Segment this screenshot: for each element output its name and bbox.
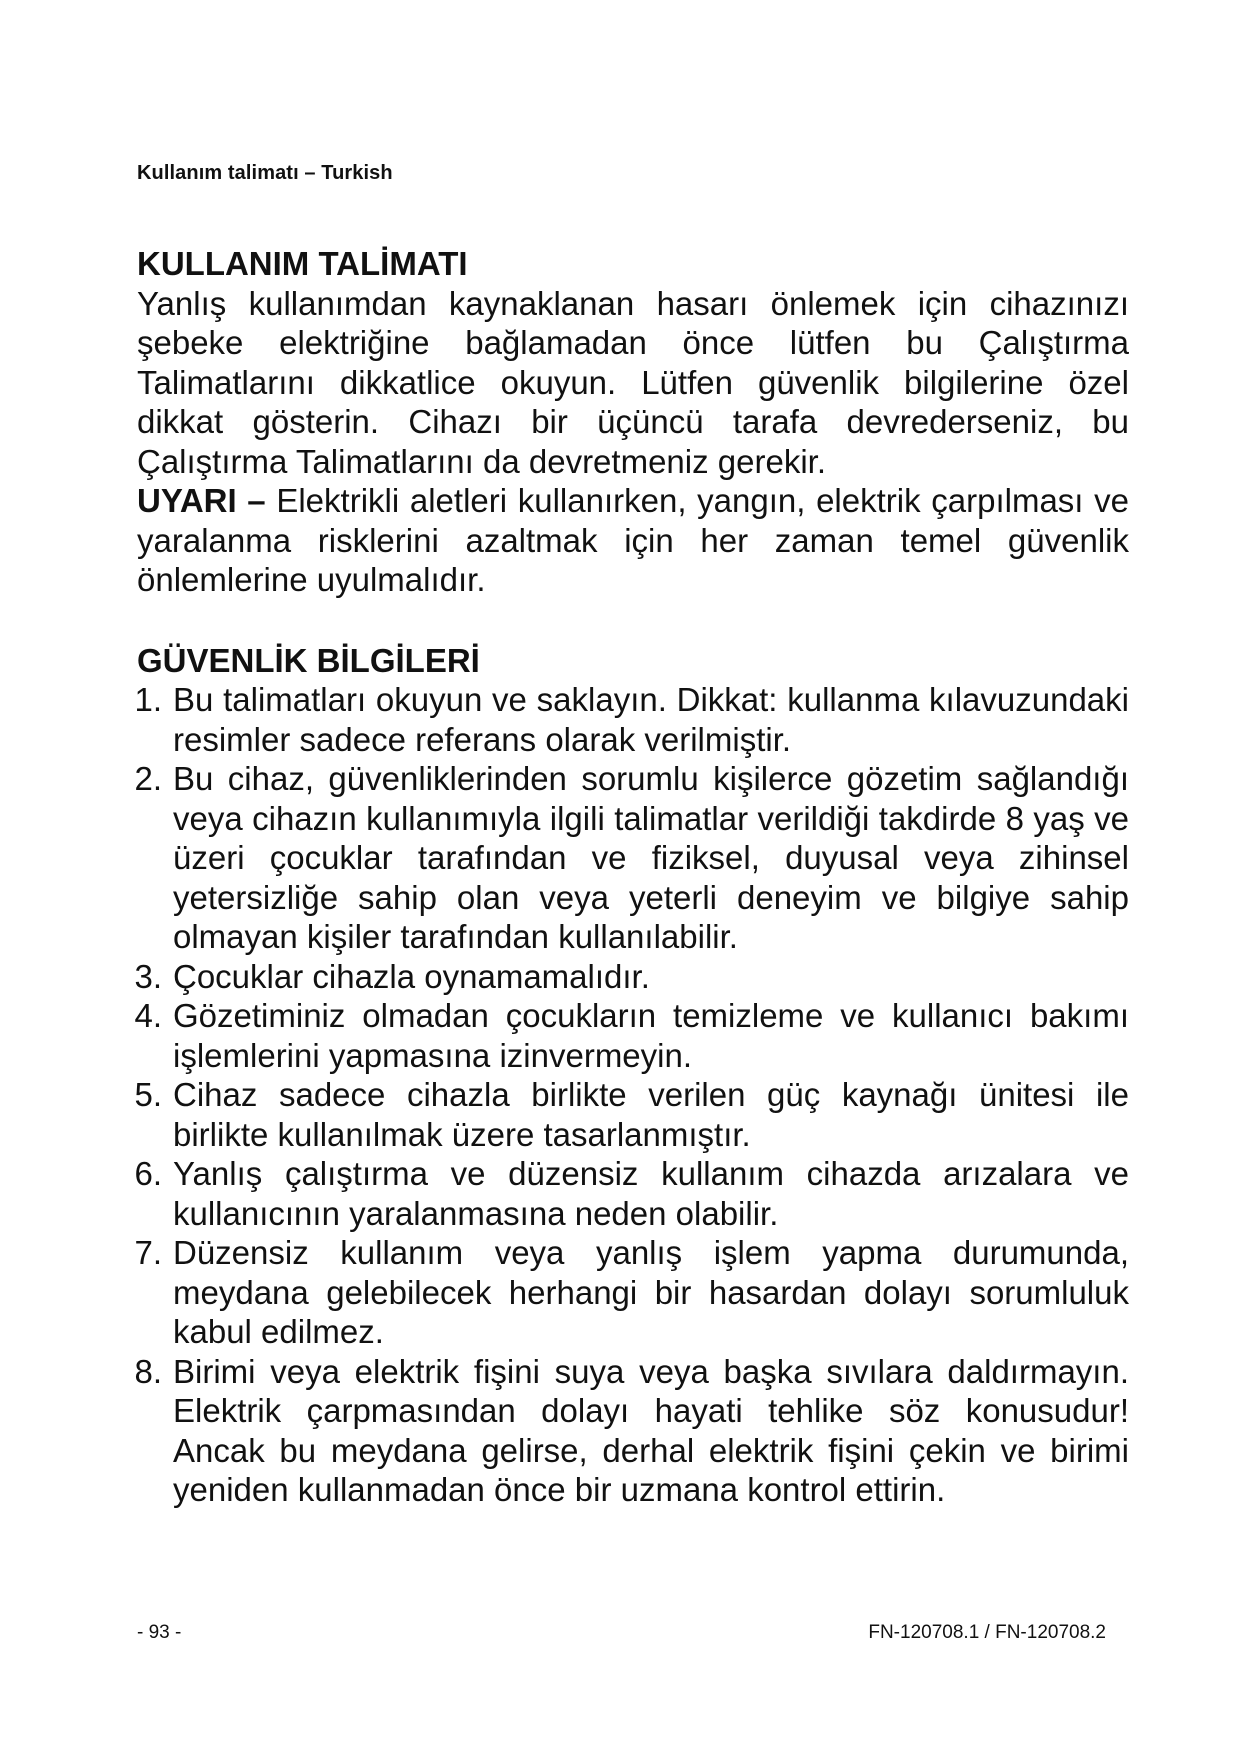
list-item [134,1352,1129,1510]
list-item-text: Bu talimatları okuyun ve saklayın. Dikkat: kullanma kılavuzundaki resimler sadece referans olarak verilmiştir. [173,681,1129,758]
model-number: FN-120708.1 / FN-120708.2 [868,1622,1106,1643]
warning-paragraph [137,481,1129,600]
list-item-number: 2. [134,760,162,797]
list-item-number: 7. [134,1234,162,1271]
list-item-text: Birimi veya elektrik fişini suya veya başka sıvılara daldırmayın. Elektrik çarpmasından dolayı hayati tehlike söz konusudur! Ancak bu meydana gelirse, derhal elektrik fişini çekin ve birimi yeniden kullanmadan önce bir uzmana kontrol ettirin. [173,1352,1129,1508]
list-item-text: Yanlış çalıştırma ve düzensiz kullanım cihazda arızalara ve kullanıcının yaralanmasına neden olabilir. [173,1155,1129,1232]
list-item-number: 5. [134,1076,162,1113]
intro-paragraph: Yanlış kullanımdan kaynaklanan hasarı önlemek için cihazınızı şebeke elektriğine bağlamadan önce lütfen bu Çalıştırma Talimatlarını dikkatlice okuyun. Lütfen güvenlik bilgilerine özel dikkat gösterin. Cihazı bir üçüncü tarafa devrederseniz, bu Çalıştırma Talimatlarını da devretmeniz gerekir. [137,284,1129,480]
warning-label: UYARI – [137,482,266,519]
list-item [134,996,1129,1075]
list-item-text: Düzensiz kullanım veya yanlış işlem yapma durumunda, meydana gelebilecek herhangi bir hasardan dolayı sorumluluk kabul edilmez. [173,1234,1129,1350]
list-item-text: Çocuklar cihazla oynamamalıdır. [173,957,650,995]
list-item-text: Cihaz sadece cihazla birlikte verilen güç kaynağı ünitesi ile birlikte kullanılmak üzere tasarlanmıştır. [173,1076,1129,1153]
list-item [134,680,1129,759]
safety-list [134,680,1129,1510]
list-item-number: 8. [134,1352,162,1390]
instructions-heading: KULLANIM TALİMATI [137,245,468,282]
list-item [134,1075,1129,1154]
list-item [134,759,1129,957]
list-item [134,957,1129,997]
list-item [134,1154,1129,1233]
warning-text: Elektrikli aletleri kullanırken, yangın, elektrik çarpılması ve yaralanma risklerini azaltmak için her zaman temel güvenlik önlemlerine uyulmalıdır. [137,482,1129,598]
list-item-number: 3. [134,957,162,995]
list-item-number: 6. [134,1155,162,1192]
list-item [134,1233,1129,1352]
page-content [134,244,1129,1510]
list-item-number: 4. [134,997,162,1034]
page-number: - 93 - [137,1622,182,1643]
list-item-text: Bu cihaz, güvenliklerinden sorumlu kişilerce gözetim sağlandığı veya cihazın kullanımıyla ilgili talimatlar verildiği takdirde 8 yaş ve üzeri çocuklar tarafından ve fiziksel, duyusal veya zihinsel yetersizliğe sahip olan veya yeterli deneyim ve bilgiye sahip olmayan kişiler tarafından kullanılabilir. [173,760,1129,955]
safety-heading: GÜVENLİK BİLGİLERİ [137,641,480,679]
list-item-text: Gözetiminiz olmadan çocukların temizleme ve kullanıcı bakımı işlemlerini yapmasına izinvermeyin. [173,997,1129,1074]
list-item-number: 1. [134,681,162,718]
page-header: Kullanım talimatı – Turkish [137,162,393,184]
